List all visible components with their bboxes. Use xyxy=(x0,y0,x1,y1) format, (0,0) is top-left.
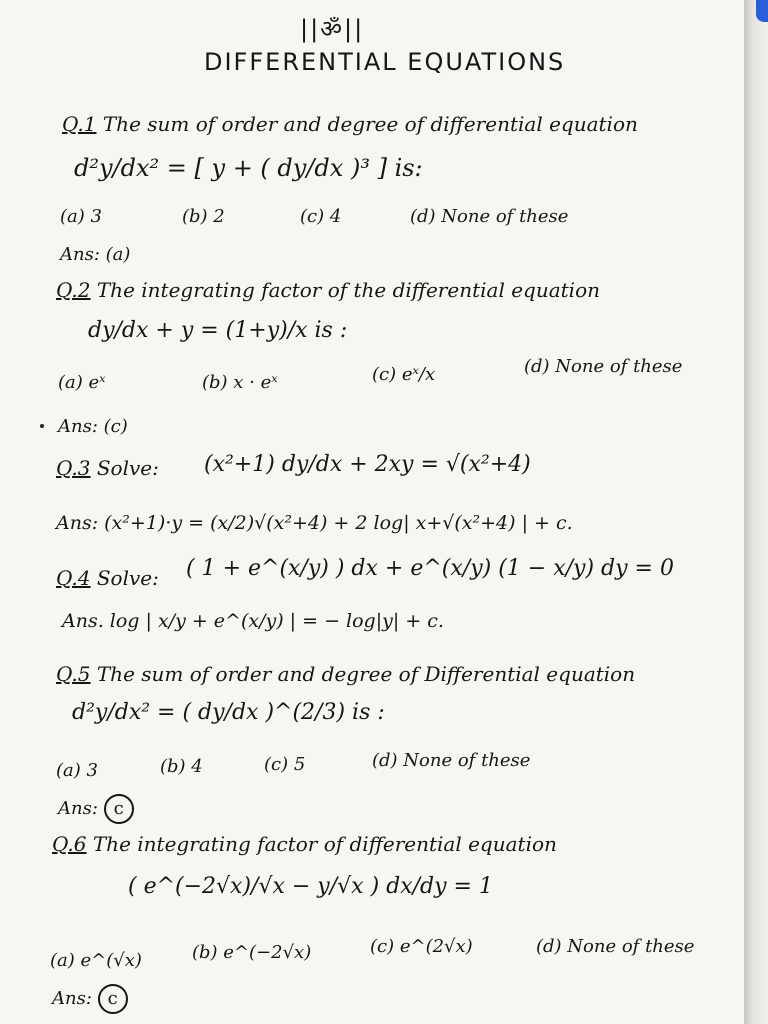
q5-equation: d²y/dx² = ( dy/dx )^(2/3) is : xyxy=(72,700,385,725)
q6-option-c: (c) e^(2√x) xyxy=(370,936,473,957)
q1-block xyxy=(62,112,638,136)
q2-label: Q.2 xyxy=(56,278,91,302)
q6-option-d: (d) None of these xyxy=(536,936,695,957)
q2-option-d: (d) None of these xyxy=(524,356,683,377)
page-edge-shadow xyxy=(744,0,768,1024)
q5-option-c: (c) 5 xyxy=(264,754,306,775)
q4-label: Q.4 xyxy=(56,566,91,590)
q5-label: Q.5 xyxy=(56,662,91,686)
blue-corner-mark xyxy=(756,0,768,22)
q2-stem: The integrating factor of the differential equation xyxy=(96,278,600,302)
q1-option-b: (b) 2 xyxy=(182,206,225,227)
q1-answer: Ans: (a) xyxy=(60,244,131,265)
q5-stem: The sum of order and degree of Differential equation xyxy=(96,662,636,686)
q4-block xyxy=(56,566,159,590)
q4-equation: ( 1 + e^(x/y) ) dx + e^(x/y) (1 − x/y) dy = 0 xyxy=(186,556,674,581)
q2-option-c: (c) eˣ/x xyxy=(372,364,436,385)
q1-stem: The sum of order and degree of differential equation xyxy=(102,112,638,136)
header-symbol: ||ॐ|| xyxy=(300,15,365,43)
q5-option-d: (d) None of these xyxy=(372,750,531,771)
q3-stem: Solve: xyxy=(96,456,159,480)
q6-option-a: (a) e^(√x) xyxy=(50,950,142,971)
q5-option-a: (a) 3 xyxy=(56,760,98,781)
q4-answer: Ans. log | x/y + e^(x/y) | = − log|y| + c. xyxy=(62,610,444,632)
q5-answer xyxy=(58,794,134,824)
q2-equation: dy/dx + y = (1+y)/x is : xyxy=(88,318,348,343)
q5-answer-label: Ans: xyxy=(58,798,98,819)
q2-block xyxy=(56,278,600,302)
q6-label: Q.6 xyxy=(52,832,87,856)
q3-equation: (x²+1) dy/dx + 2xy = √(x²+4) xyxy=(204,452,531,477)
q6-equation: ( e^(−2√x)/√x − y/√x ) dx/dy = 1 xyxy=(128,874,493,899)
q1-option-a: (a) 3 xyxy=(60,206,102,227)
margin-dot xyxy=(40,424,44,428)
q5-answer-circled: c xyxy=(104,794,134,824)
q4-stem: Solve: xyxy=(96,566,159,590)
q6-answer-label: Ans: xyxy=(52,988,92,1009)
q2-option-b: (b) x · eˣ xyxy=(202,372,278,393)
q1-label: Q.1 xyxy=(62,112,97,136)
q3-block xyxy=(56,456,159,480)
q2-answer: Ans: (c) xyxy=(58,416,128,437)
q5-block xyxy=(56,662,635,686)
q6-option-b: (b) e^(−2√x) xyxy=(192,942,312,963)
q6-answer xyxy=(52,984,128,1014)
page-title: DIFFERENTIAL EQUATIONS xyxy=(204,48,566,76)
q3-label: Q.3 xyxy=(56,456,91,480)
q2-option-a: (a) eˣ xyxy=(58,372,106,393)
q5-option-b: (b) 4 xyxy=(160,756,203,777)
q6-answer-circled: c xyxy=(98,984,128,1014)
q1-equation: d²y/dx² = [ y + ( dy/dx )³ ] is: xyxy=(74,154,423,182)
q1-option-c: (c) 4 xyxy=(300,206,342,227)
q6-stem: The integrating factor of differential equation xyxy=(92,832,557,856)
q1-option-d: (d) None of these xyxy=(410,206,569,227)
q3-answer: Ans: (x²+1)·y = (x/2)√(x²+4) + 2 log| x+√(x²+4) | + c. xyxy=(56,512,573,534)
q6-block xyxy=(52,832,557,856)
